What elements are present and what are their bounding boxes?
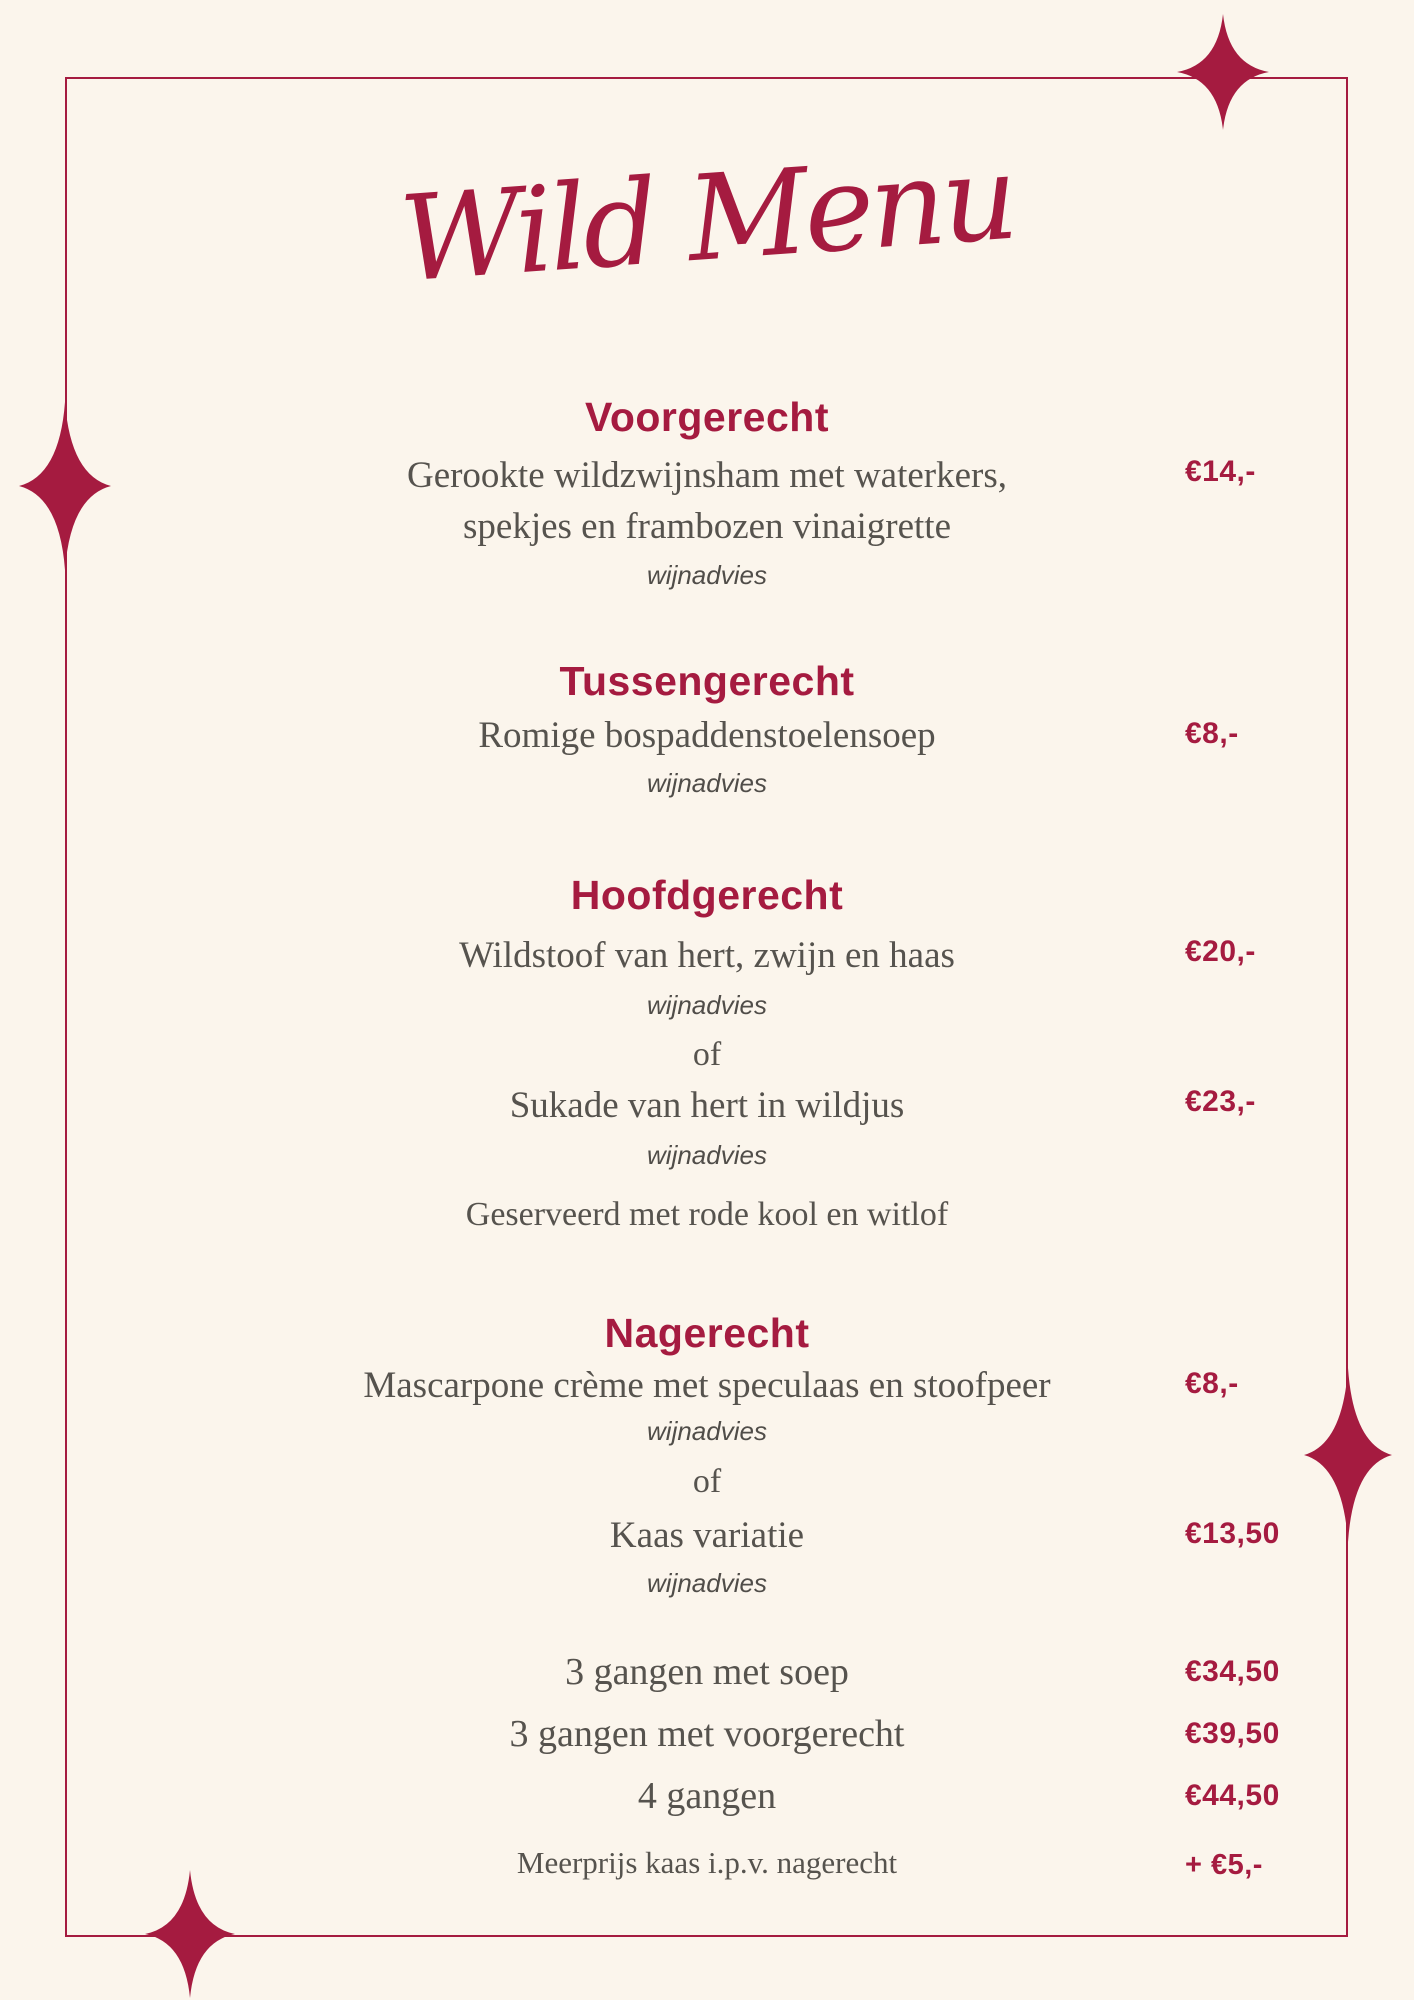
sparkle-icon	[145, 1870, 235, 1998]
dish-name-line: spekjes en frambozen vinaigrette	[463, 506, 951, 547]
section-heading-nagerecht: Nagerecht	[604, 1310, 810, 1356]
section-heading-voorgerecht: Voorgerecht	[585, 394, 829, 440]
package-label: 3 gangen met voorgerecht	[509, 1713, 905, 1755]
wine-note: wijnadvies	[647, 1416, 767, 1446]
serving-note: Geserveerd met rode kool en witlof	[465, 1196, 949, 1233]
dish-price: €14,-	[1185, 455, 1256, 488]
dish-name: Wildstoof van hert, zwijn en haas	[459, 935, 955, 976]
supplement-price: + €5,-	[1185, 1849, 1263, 1881]
supplement-label: Meerprijs kaas i.p.v. nagerecht	[516, 1845, 898, 1880]
wine-note: wijnadvies	[647, 768, 767, 798]
dish-price: €23,-	[1185, 1085, 1256, 1118]
dish-name: Sukade van hert in wildjus	[509, 1085, 905, 1126]
dish-name-line: Gerookte wildzwijnsham met waterkers,	[406, 455, 1008, 496]
dish-name: Mascarpone crème met speculaas en stoofpeer	[363, 1365, 1051, 1406]
package-label: 4 gangen	[637, 1775, 777, 1817]
wine-note: wijnadvies	[647, 1568, 767, 1598]
section-heading-hoofdgerecht: Hoofdgerecht	[570, 872, 844, 918]
section-heading-tussengerecht: Tussengerecht	[559, 658, 855, 704]
package-price: €34,50	[1185, 1655, 1280, 1688]
dish-price: €8,-	[1185, 1367, 1239, 1400]
course-connector: of	[692, 1463, 722, 1500]
course-connector: of	[692, 1036, 722, 1073]
package-price: €39,50	[1185, 1717, 1280, 1750]
wine-note: wijnadvies	[647, 560, 767, 590]
dish-price: €13,50	[1185, 1517, 1280, 1550]
page-title: Wild Menu	[395, 127, 1019, 309]
dish-name: Kaas variatie	[609, 1515, 805, 1556]
dish-price: €20,-	[1185, 935, 1256, 968]
package-label: 3 gangen met soep	[565, 1651, 849, 1693]
package-price: €44,50	[1185, 1779, 1280, 1812]
wine-note: wijnadvies	[647, 990, 767, 1020]
wine-note: wijnadvies	[647, 1140, 767, 1170]
dish-price: €8,-	[1185, 717, 1239, 750]
dish-name: Romige bospaddenstoelensoep	[478, 715, 936, 756]
